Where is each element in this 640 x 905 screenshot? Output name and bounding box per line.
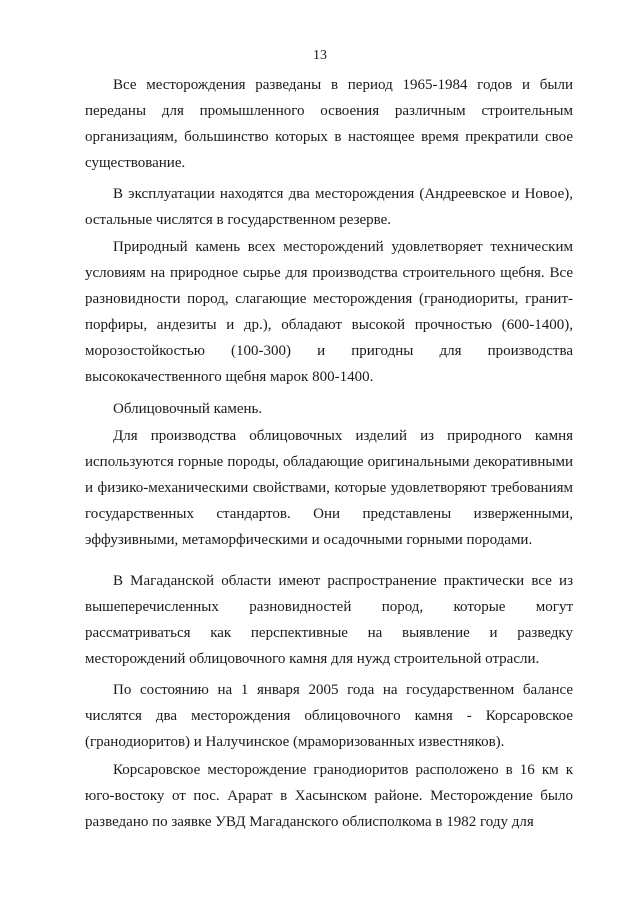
- paragraph-deposits-explored: Все месторождения разведаны в период 1965-1984 годов и были переданы для промышленного освоения различным строительным организациям, большинство которых в настоящее время прекратили свое существование.: [85, 77, 573, 171]
- section-heading-facing-stone: Облицовочный камень.: [113, 401, 263, 417]
- page-number: 13: [313, 48, 327, 63]
- paragraph-korsarovskoe-deposit: Корсаровское месторождение гранодиоритов расположено в 16 км к юго-востоку от пос. Арарат в Хасынском районе. Месторождение было разведано по заявке УВД Магаданского облисполкома в 1982 году для: [85, 762, 573, 830]
- paragraph-deposits-in-operation: В эксплуатации находятся два месторождения (Андреевское и Новое), остальные числятся в государственном резерве.: [85, 186, 573, 228]
- paragraph-magadan-region: В Магаданской области имеют распространение практически все из вышеперечисленных разновидностей пород, которые могут рассматриваться как перспективные на выявление и разведку месторождений облицовочного камня для нужд строительной отрасли.: [85, 573, 573, 667]
- paragraph-natural-stone-properties: Природный камень всех месторождений удовлетворяет техническим условиям на природное сырье для производства строительного щебня. Все разновидности пород, слагающие месторождения (гранодиориты, гранит-порфиры, андезиты и др.), обладают высокой прочностью (600-1400), морозостойкостью (100-300) и пригодны для производства высококачественного щебня марок 800-1400.: [85, 239, 573, 385]
- paragraph-facing-stone-rocks: Для производства облицовочных изделий из природного камня используются горные породы, обладающие оригинальными декоративными и физико-механическими свойствами, которые удовлетворяют требованиям государственных стандартов. Они представлены изверженными, эффузивными, метаморфическими и осадочными горными породами.: [85, 428, 573, 548]
- paragraph-state-balance: По состоянию на 1 января 2005 года на государственном балансе числятся два месторождения облицовочного камня - Корсаровское (гранодиоритов) и Налучинское (мраморизованных известняков).: [85, 682, 573, 750]
